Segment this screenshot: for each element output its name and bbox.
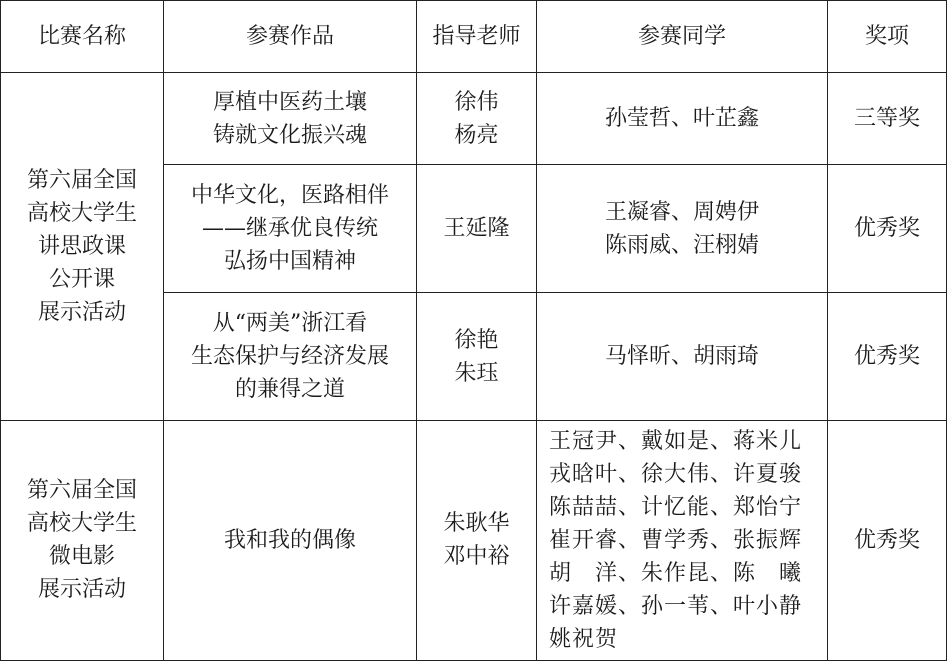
teacher-line: 邓中裕: [443, 544, 510, 570]
competition-line: 高校大学生: [26, 511, 137, 537]
work-line: ——继承优良传统: [201, 216, 378, 242]
student-line: 崔开睿、曹学秀、张振辉: [549, 527, 803, 553]
student-line: 许嘉媛、孙一苇、叶小静: [549, 593, 803, 619]
work-line: 从“两美”浙江看: [212, 311, 368, 336]
work-line: 铸就文化振兴魂: [212, 122, 367, 148]
award-cell: 优秀奖: [828, 293, 947, 420]
work-cell: [164, 420, 417, 660]
students-cell: [537, 420, 828, 660]
teacher-line: 王延隆: [443, 216, 510, 242]
work-line: 弘扬中国精神: [223, 249, 356, 275]
work-line: 的兼得之道: [234, 377, 345, 402]
competition-cell: [1, 73, 164, 421]
student-line: 陈喆喆、计忆能、郑怡宁: [549, 494, 803, 520]
teacher-line: 朱耿华: [443, 511, 510, 537]
student-line: 王冠尹、戴如是、蒋米儿: [549, 428, 803, 454]
student-line: 陈雨威、汪栩婧: [604, 232, 759, 258]
work-cell: [164, 293, 417, 420]
teacher-line: 朱珏: [454, 360, 499, 386]
header-row: [1, 1, 947, 73]
header-students: 参赛同学: [537, 1, 828, 73]
header-teacher: 指导老师: [417, 1, 537, 73]
work-line: 生态保护与经济发展: [190, 344, 389, 369]
competition-line: 第六届全国: [26, 478, 137, 504]
competition-line: 公开课: [48, 266, 115, 292]
student-line: 戎晗叶、徐大伟、许夏骏: [549, 461, 803, 487]
competition-line: 高校大学生: [26, 200, 137, 226]
award-cell: 三等奖: [828, 73, 947, 165]
student-line: 王凝睿、周娉伊: [604, 199, 759, 225]
competition-line: 第六届全国: [26, 167, 137, 193]
students-cell: [537, 293, 828, 420]
work-line: 中华文化，医路相伴: [190, 183, 389, 209]
teacher-cell: [417, 293, 537, 420]
teacher-line: 杨亮: [454, 122, 499, 148]
work-cell: [164, 73, 417, 165]
students-cell: [537, 73, 828, 165]
work-line: 厚植中医药土壤: [212, 89, 367, 115]
teacher-cell: [417, 165, 537, 293]
student-line: 孙莹哲、叶芷鑫: [604, 106, 759, 132]
competition-line: 展示活动: [37, 577, 126, 603]
competition-line: 展示活动: [37, 299, 126, 325]
teacher-cell: [417, 73, 537, 165]
table-row: [1, 420, 947, 660]
student-line: 胡 洋、朱作昆、陈 曦: [549, 560, 803, 586]
student-line: 姚祝贺: [549, 626, 619, 652]
table-row: [1, 73, 947, 165]
header-competition: 比赛名称: [1, 1, 164, 73]
header-work: 参赛作品: [164, 1, 417, 73]
teacher-line: 徐伟: [454, 89, 499, 115]
teacher-cell: [417, 420, 537, 660]
work-line: 我和我的偶像: [223, 527, 356, 553]
header-award: 奖项: [828, 1, 947, 73]
award-cell: 优秀奖: [828, 165, 947, 293]
award-cell: 优秀奖: [828, 420, 947, 660]
competition-cell: [1, 420, 164, 660]
teacher-line: 徐艳: [454, 327, 499, 353]
work-cell: [164, 165, 417, 293]
student-line: 马怿昕、胡雨琦: [604, 344, 759, 369]
students-cell: [537, 165, 828, 293]
competition-line: 微电影: [48, 544, 115, 570]
competition-line: 讲思政课: [37, 233, 126, 259]
